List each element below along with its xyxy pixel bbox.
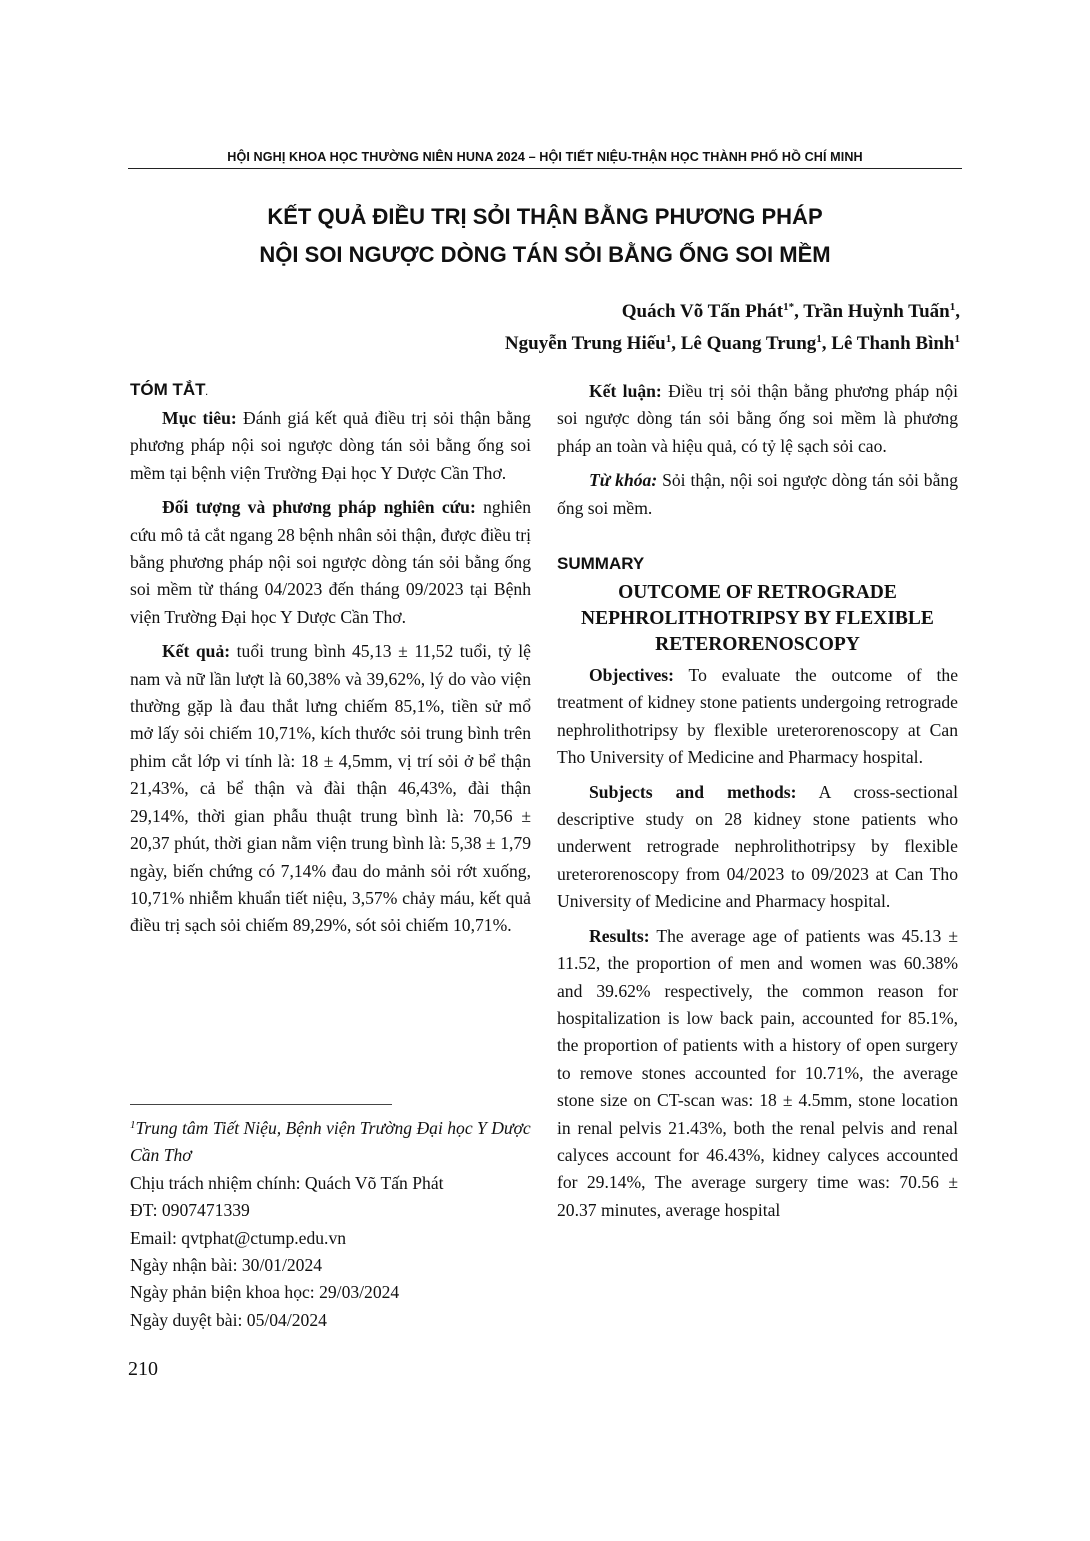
- author-name: Quách Võ Tấn Phát: [621, 301, 784, 322]
- heading-dot: .: [205, 388, 208, 397]
- section-heading-summary: SUMMARY: [557, 554, 645, 574]
- author-name: , Lê Quang Trung: [671, 333, 817, 354]
- page-number: 210: [128, 1358, 158, 1380]
- footnote-affiliation: $^1$Trung tâm Tiết Niệu, Bệnh viện Trường Đại học Y Dược Cần Thơ: [130, 1118, 531, 1166]
- author-line-1: [505, 296, 960, 328]
- summary-results: Results: The average age of patients was 45.13 ± 11.52, the proportion of men and women was 60.38% and 39.62% respectively, the common reason for hospitalization is low back pain, accounted for 85.1%, the proportion of patients with a history of open surgery to remove stones accounted for 10.71%, the average stone size on CT-scan was: 18 ± 4.5mm, stone location in renal pelvis 21.43%, both the renal pelvis and renal calyces account for 46.43%, kidney calyces accounted for 29.14%, The average surgery time was: 70.56 ± 20.37 minutes, average hospital: [557, 925, 958, 1220]
- summary-objectives: Objectives: To evaluate the outcome of the treatment of kidney stone patients undergoing retrograde nephrolithotripsy by flexible ureterorenoscopy at Can Tho University of Medicine and Pharmacy hospital.: [557, 665, 958, 768]
- right-column: [557, 378, 958, 1224]
- abstract-conclusion: Kết luận: Điều trị sỏi thận bằng phương pháp nội soi ngược dòng tán sỏi bằng ống soi mềm là phương pháp an toàn và hiệu quả, có tỷ lệ sạch sỏi cao.: [557, 381, 958, 456]
- footnote-rule: [130, 1104, 392, 1105]
- title-line-2: NỘI SOI NGƯỢC DÒNG TÁN SỎI BẰNG ỐNG SOI MỀM: [259, 242, 831, 267]
- author-affiliation-mark: 1*: [783, 301, 795, 313]
- abstract-keywords: Từ khóa: Sỏi thận, nội soi ngược dòng tán sỏi bằng ống soi mềm.: [557, 470, 958, 518]
- footnote-review-date: Ngày phản biện khoa học: 29/03/2024: [130, 1282, 400, 1303]
- author-list: [505, 296, 960, 360]
- abstract-results: Kết quả: tuổi trung bình 45,13 ± 11,52 tuổi, tỷ lệ nam và nữ lần lượt là 60,38% và 39,62%, lý do vào viện thường gặp là đau thắt lưng chiếm 85,1%, tiền sử mổ mở lấy sỏi chiếm 10,71%, kích thước sỏi trung bình trên phim cắt lớp vi tính là: 18 ± 4,5mm, vị trí sỏi ở bể thận 21,43%, cả bể thận và đài thận 46,43%, đài thận 29,14%, thời gian phẫu thuật trung bình là: 70,56 ± 20,37 phút, thời gian nằm viện trung bình là: 5,38 ± 1,79 ngày, biến chứng có 7,14% đau do mảnh sỏi rớt xuống, 10,71% nhiễm khuẩn tiết niệu, 3,57% chảy máu, kết quả điều trị sạch sỏi chiếm 89,29%, sót sỏi chiếm 10,71%.: [130, 641, 531, 936]
- author-name: , Lê Thanh Bình: [821, 333, 955, 354]
- running-header: HỘI NGHỊ KHOA HỌC THƯỜNG NIÊN HUNA 2024 – HỘI TIẾT NIỆU-THẬN HỌC THÀNH PHỐ HỒ CHÍ MINH: [227, 150, 863, 164]
- author-affiliation-mark: 1: [665, 333, 672, 345]
- article-title: [128, 198, 962, 274]
- footnote-received-date: Ngày nhận bài: 30/01/2024: [130, 1255, 323, 1276]
- title-line-1: KẾT QUẢ ĐIỀU TRỊ SỎI THẬN BẰNG PHƯƠNG PHÁP: [267, 204, 823, 229]
- section-heading-tom-tat: TÓM TẮT.: [130, 380, 208, 399]
- author-name: , Trần Huỳnh Tuấn: [794, 301, 950, 322]
- author-name: Nguyễn Trung Hiếu: [504, 333, 666, 354]
- vietnamese-abstract: [130, 378, 531, 940]
- footnote-email: Email: qvtphat@ctump.edu.vn: [130, 1227, 347, 1248]
- footnote: [130, 1115, 531, 1334]
- summary-methods: Subjects and methods: A cross-sectional descriptive study on 28 kidney stone patients who underwent retrograde nephrolithotripsy by flexible ureterorenoscopy from 04/2023 to 09/2023 at Can Tho University of Medicine and Pharmacy hospital.: [557, 781, 958, 912]
- footnote-accepted-date: Ngày duyệt bài: 05/04/2024: [130, 1309, 327, 1330]
- abstract-objective: Mục tiêu: Đánh giá kết quả điều trị sỏi thận bằng phương pháp nội soi ngược dòng tán sỏi bằng ống soi mềm tại bệnh viện Trường Đại học Y Dược Cần Thơ.: [130, 408, 531, 483]
- english-title: OUTCOME OF RETROGRADE NEPHROLITHOTRIPSY BY FLEXIBLE RETERORENOSCOPY: [581, 582, 934, 656]
- author-affiliation-mark: 1: [949, 301, 956, 313]
- abstract-methods: Đối tượng và phương pháp nghiên cứu: nghiên cứu mô tả cắt ngang 28 bệnh nhân sỏi thận, được điều trị bằng phương pháp nội soi ngược dòng tán sỏi bằng ống soi mềm từ tháng 04/2023 đến tháng 09/2023 tại Bệnh viện Trường Đại học Y Dược Cần Thơ.: [130, 497, 531, 627]
- footnote-responsible: Chịu trách nhiệm chính: Quách Võ Tấn Phát: [130, 1172, 444, 1193]
- author-affiliation-mark: 1: [816, 333, 822, 345]
- author-affiliation-mark: 1: [954, 333, 960, 345]
- footnote-phone: ĐT: 0907471339: [130, 1200, 250, 1221]
- author-line-2: [505, 328, 960, 360]
- author-separator: ,: [955, 301, 960, 322]
- header-rule: [128, 168, 962, 169]
